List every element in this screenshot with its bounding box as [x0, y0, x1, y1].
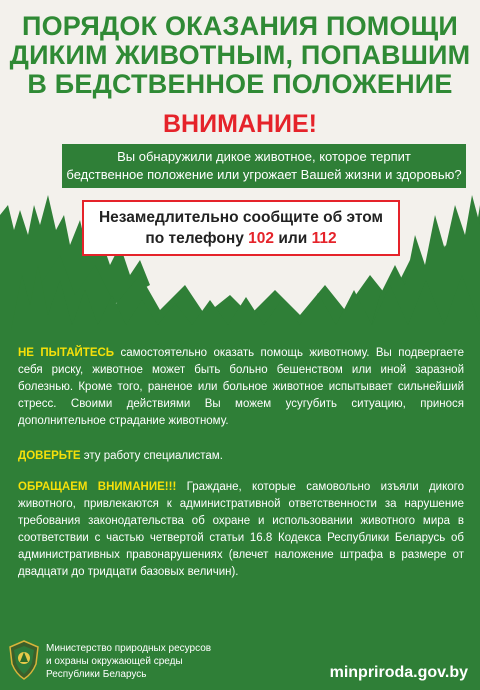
ministry-name: [46, 642, 211, 681]
report-line-1: Незамедлительно сообщите об этом: [98, 209, 384, 226]
paragraph-notice: [18, 479, 464, 581]
title-line-1: ПОРЯДОК ОКАЗАНИЯ ПОМОЩИ: [22, 11, 458, 41]
report-prefix: по телефону: [145, 230, 249, 247]
warning-text: самостоятельно оказать помощь животному. Вы подвергаете себя риску, животное может быть больно бешенством или иной заразной болезнью. Кроме того, раненое или больное животное испытывает сильнейший стресс. Своими действиями Вы можем усугубить ситуацию, принося дополнительное страдание животному.: [18, 347, 464, 427]
title-line-3: В БЕДСТВЕННОЕ ПОЛОЖЕНИЕ: [27, 69, 453, 99]
ministry-line-2: и охраны окружающей среды: [46, 656, 183, 667]
trust-highlight: ДОВЕРЬТЕ: [18, 450, 81, 462]
website-link[interactable]: minpriroda.gov.by: [329, 664, 468, 681]
report-line-2: [84, 228, 398, 249]
notice-text: Граждане, которые самовольно изъяли дикого животного, привлекаются к административной ответственности за нарушение требования законодательства об охране и использовании животного мира в соответствии с частью четвертой статьи 16.8 Кодекса Республики Беларусь об административных правонарушениях (влечет наложение штрафа в размере от двадцати до тридцати базовых величин).: [18, 481, 464, 578]
paragraph-warning: [18, 345, 464, 430]
question-line-1: Вы обнаружили дикое животное, которое терпит: [117, 149, 411, 164]
ministry-emblem-icon: [8, 640, 40, 680]
page-title: [0, 12, 480, 99]
ministry-line-1: Министерство природных ресурсов: [46, 643, 212, 654]
notice-highlight: ОБРАЩАЕМ ВНИМАНИЕ!!!: [18, 481, 177, 493]
report-box: [82, 200, 400, 256]
attention-heading: ВНИМАНИЕ!: [163, 110, 317, 138]
warning-highlight: НЕ ПЫТАЙТЕСЬ: [18, 347, 115, 359]
phone-102: 102: [248, 230, 275, 247]
trust-text: эту работу специалистам.: [80, 450, 223, 462]
phone-112: 112: [311, 230, 337, 247]
paragraph-trust: [18, 448, 464, 465]
report-connector: или: [274, 230, 312, 247]
ministry-line-3: Республики Беларусь: [46, 669, 147, 680]
question-banner: [62, 144, 466, 188]
title-line-2: ДИКИМ ЖИВОТНЫМ, ПОПАВШИМ: [9, 40, 471, 70]
question-line-2: бедственное положение или угрожает Вашей жизни и здоровью?: [66, 167, 462, 182]
